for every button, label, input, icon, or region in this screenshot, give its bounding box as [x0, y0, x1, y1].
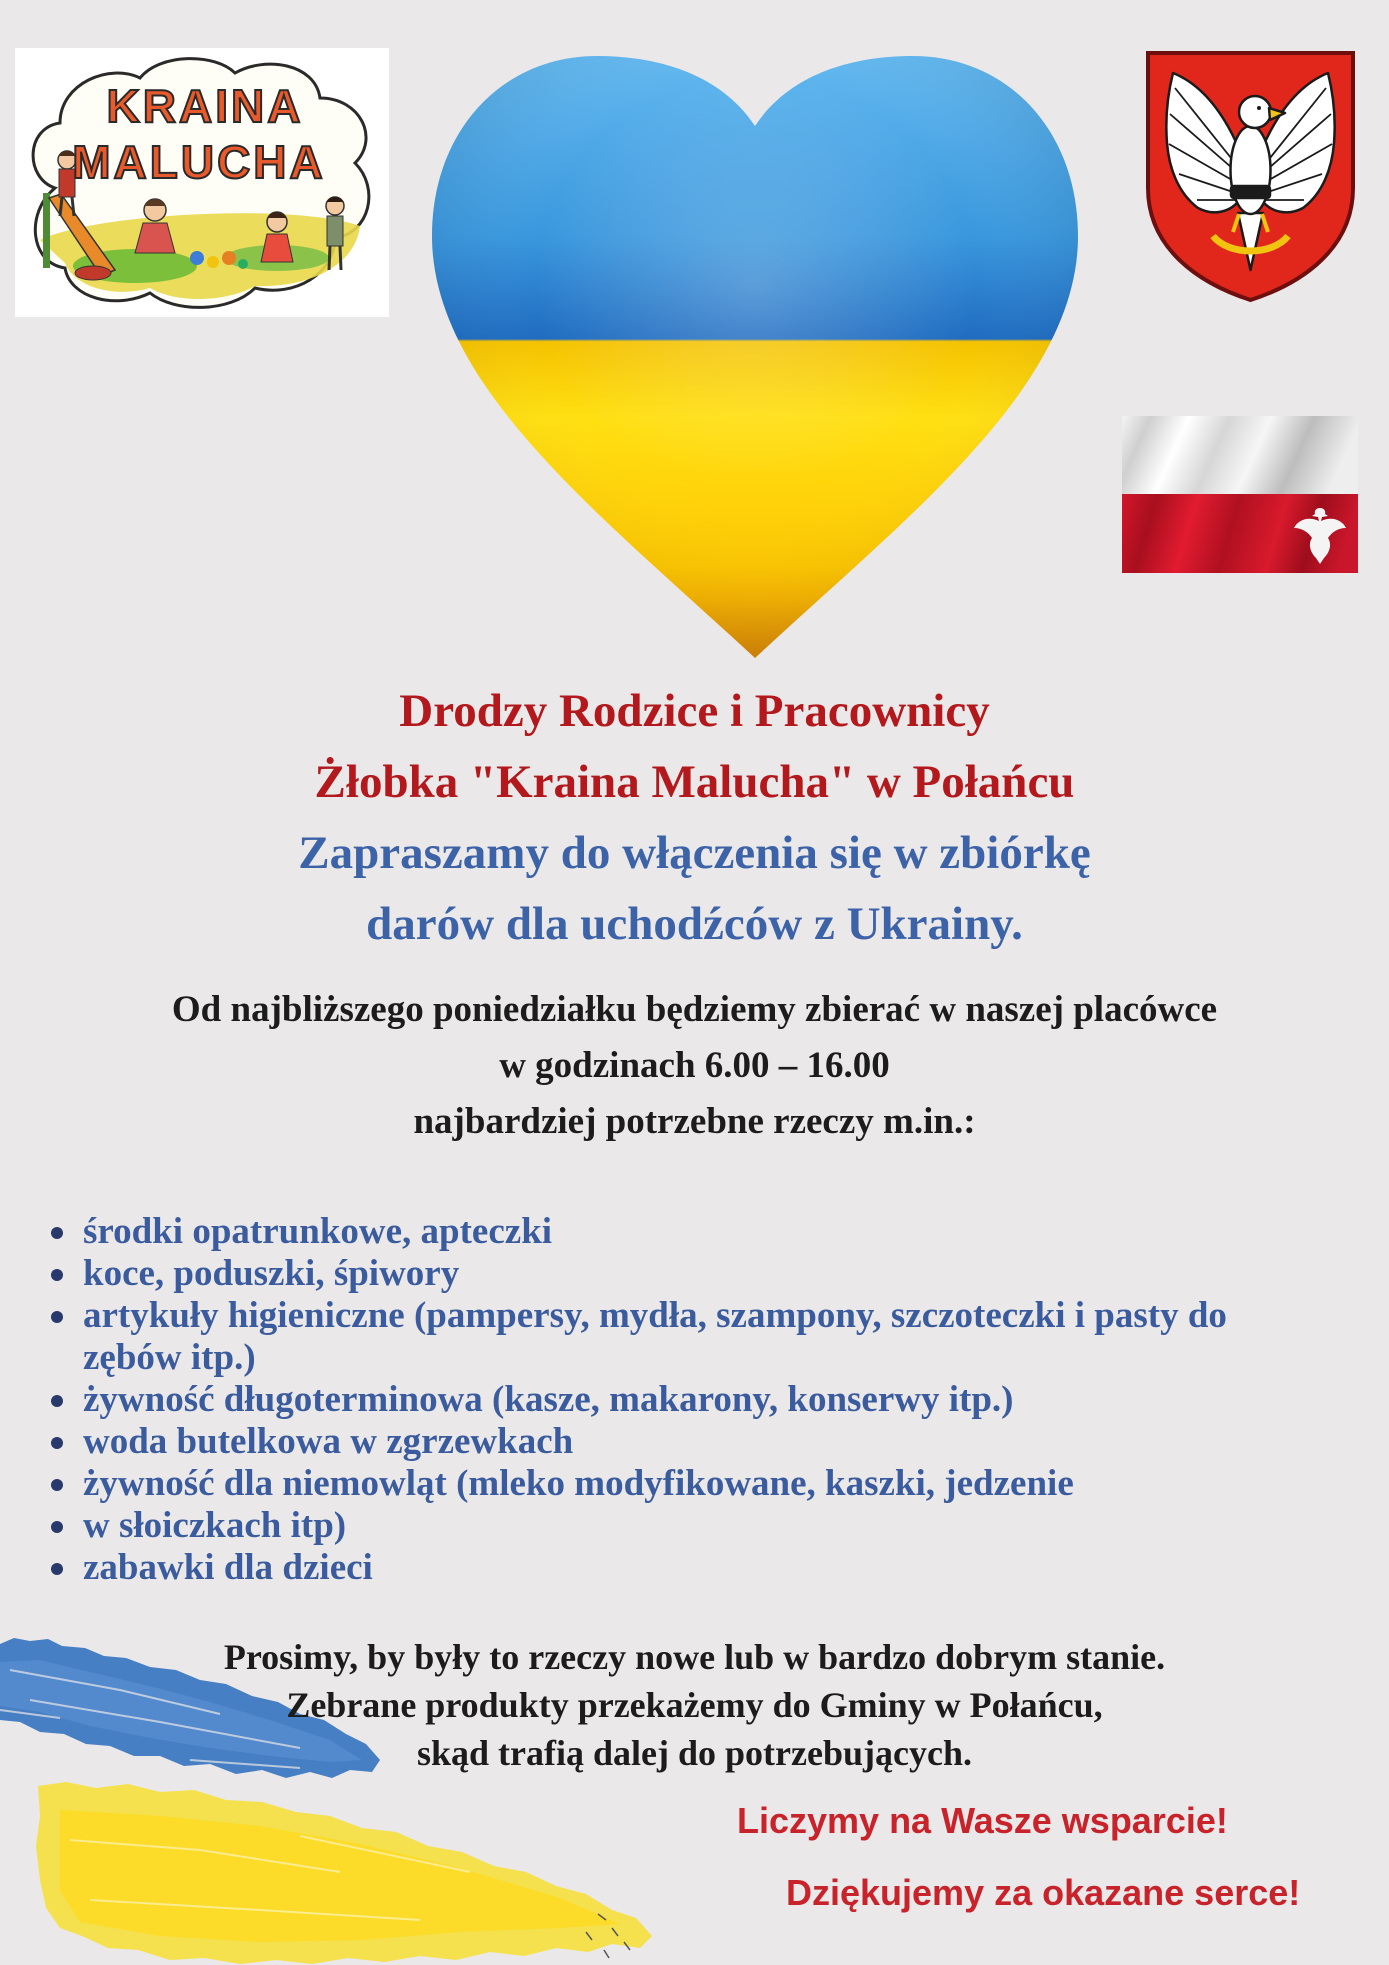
list-item	[0, 1295, 1389, 1337]
flag-white-stripe	[1122, 416, 1358, 494]
bullet-icon	[51, 1311, 63, 1323]
logo-text-line1: KRAINA	[106, 80, 304, 132]
bullet-icon	[51, 1563, 63, 1575]
request-paragraph	[0, 1633, 1389, 1777]
invitation-line2: darów dla uchodźców z Ukrainy.	[366, 898, 1023, 950]
list-item-text: zębów itp.)	[83, 1337, 256, 1378]
request-line1: Prosimy, by były to rzeczy nowe lub w bardzo dobrym stanie.	[223, 1637, 1166, 1677]
list-item-text: środki opatrunkowe, apteczki	[83, 1211, 553, 1252]
collection-line3: najbardziej potrzebne rzeczy m.in.:	[413, 1101, 976, 1142]
list-item	[0, 1505, 1389, 1547]
list-item	[0, 1379, 1389, 1421]
needed-items-list	[0, 1211, 1389, 1589]
list-item	[0, 1547, 1389, 1589]
list-item	[0, 1421, 1389, 1463]
bullet-icon	[51, 1269, 63, 1281]
polish-flag-icon	[1122, 416, 1358, 573]
bullet-icon	[51, 1227, 63, 1239]
heading-block	[0, 676, 1389, 960]
list-item-text: żywność dla niemowląt (mleko modyfikowane, kaszki, jedzenie	[83, 1463, 1074, 1504]
list-item-text: artykuły higieniczne (pampersy, mydła, szampony, szczoteczki i pasty do	[83, 1295, 1227, 1336]
logo-text-line2: MALUCHA	[72, 136, 326, 188]
list-item-text: w słoiczkach itp)	[83, 1505, 347, 1546]
closing-thanks: Dziękujemy za okazane serce!	[786, 1872, 1301, 1913]
bullet-icon	[51, 1479, 63, 1491]
collection-info	[0, 982, 1389, 1150]
collection-line1: Od najbliższego poniedziałku będziemy zbierać w naszej placówce	[171, 989, 1218, 1030]
list-item-text: żywność długoterminowa (kasze, makarony, konserwy itp.)	[83, 1379, 1014, 1420]
coat-of-arms-icon	[1143, 48, 1358, 305]
list-item	[0, 1463, 1389, 1505]
request-line3: skąd trafią dalej do potrzebujących.	[417, 1733, 972, 1773]
list-item-text: koce, poduszki, śpiwory	[83, 1253, 460, 1294]
heading-line2: Żłobka "Kraina Malucha" w Połańcu	[314, 756, 1075, 808]
heart-shading	[432, 56, 1078, 658]
request-line2: Zebrane produkty przekażemy do Gminy w Połańcu,	[286, 1685, 1103, 1725]
bullet-icon	[51, 1395, 63, 1407]
list-item	[0, 1253, 1389, 1295]
list-item-text: zabawki dla dzieci	[83, 1547, 373, 1588]
closing-support: Liczymy na Wasze wsparcie!	[737, 1800, 1228, 1841]
collection-hours: w godzinach 6.00 – 16.00	[499, 1045, 890, 1086]
heading-line1: Drodzy Rodzice i Pracownicy	[399, 685, 990, 737]
kraina-malucha-logo	[15, 48, 389, 317]
bullet-icon	[51, 1437, 63, 1449]
list-item-continuation	[0, 1337, 1389, 1379]
list-item	[0, 1211, 1389, 1253]
bullet-icon	[51, 1521, 63, 1533]
list-item-text: woda butelkowa w zgrzewkach	[83, 1421, 574, 1462]
invitation-line1: Zapraszamy do włączenia się w zbiórkę	[298, 827, 1091, 879]
ukrainian-flag-heart-icon	[432, 56, 1078, 658]
